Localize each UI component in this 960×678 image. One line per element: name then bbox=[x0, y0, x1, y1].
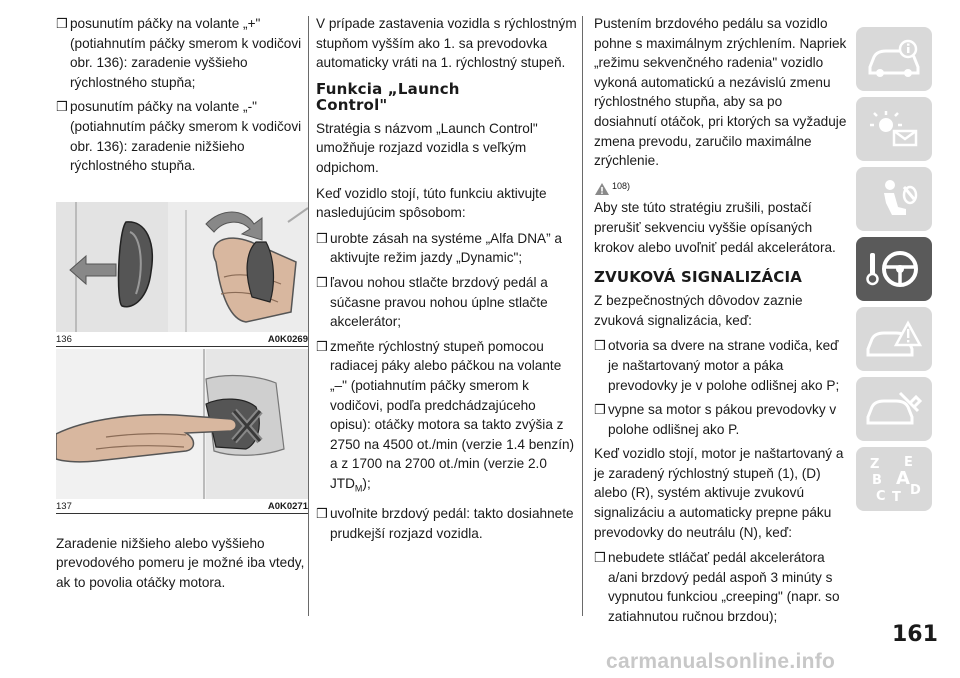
list-item: ❒ nebudete stláčať pedál akcelerátora a/ani brzdový pedál aspoň 3 minúty s vypnutou funkciou „creeping" (napr. so zatiahnutou ručnou brzdou); bbox=[594, 548, 848, 626]
list-item: ❒ zmeňte rýchlostný stupeň pomocou radiacej páky alebo páčkou na volante „–" (potiahnutím páčky smerom k vodičovi, podľa predchádzajúceho opisu): otáčky motora sa takto zvýšia z 2750 na 4500 ot./min (verzie 1.4 benzín) a z 1700 na 2700 ot./min (verzie 2.0 $JTD_M$); bbox=[316, 337, 578, 499]
checkbox-bullet-icon: ❒ bbox=[56, 99, 68, 115]
checkbox-bullet-icon: ❒ bbox=[594, 550, 606, 566]
tab-alphabetical-index[interactable] bbox=[856, 447, 932, 511]
column-divider bbox=[308, 16, 309, 616]
list-item: ❒ uvoľnite brzdový pedál: takto dosiahnete prudkejší rozjazd vozidla. bbox=[316, 504, 578, 543]
paragraph: Z bezpečnostných dôvodov zaznie zvuková signalizácia, keď: bbox=[594, 293, 803, 328]
index-letter: B bbox=[872, 473, 882, 488]
column-left bbox=[56, 14, 308, 599]
warning-reference: 108) bbox=[594, 177, 848, 197]
paragraph: Stratégia s názvom „Launch Control" umožňuje rozjazd vozidla s veľkým odpichom. bbox=[316, 120, 538, 175]
intro-paragraph: V prípade zastavenia vozidla s rýchlostným stupňom vyšším ako 1. sa prevodovka automaticky vráti na 1. rýchlostný stupeň. bbox=[316, 16, 577, 71]
watermark: carmanualsonline.info bbox=[606, 650, 836, 673]
car-breakdown-icon bbox=[864, 317, 924, 361]
figure-caption bbox=[56, 499, 308, 513]
list-item: ❒ vypne sa motor s pákou prevodovky v polohe odlišnej ako P. bbox=[594, 400, 848, 439]
checkbox-bullet-icon: ❒ bbox=[316, 230, 328, 246]
list-item: ❒ posunutím páčky na volante „+" (potiahnutím páčky smerom k vodičovi obr. 136): zaradenie vyššieho rýchlostného stupňa; bbox=[56, 14, 308, 92]
paragraph: Keď vozidlo stojí, motor je naštartovaný a je zaradený rýchlostný stupeň (1), (D) alebo (R), systém aktivuje zvukovú signalizáciu a automaticky prepne páku prevodovky do neutrálu (N), keď: bbox=[594, 446, 844, 540]
section-heading-launch-control: Funkcia „Launch Control" bbox=[316, 79, 460, 114]
paragraph: Pustením brzdového pedálu sa vozidlo pohne s maximálnym zrýchlením. Napriek „režimu sekvenčného radenia" vozidlo vykoná automatickú a nezávislú zmenu rýchlostného stupňa, aby sa po dosiahnutí otáčok, pri ktorých sa vyžaduje zmena prevodu, zaručilo maximálne zrýchlenie. bbox=[594, 16, 847, 169]
index-letter: A bbox=[896, 468, 910, 489]
warning-lights-icon bbox=[864, 107, 924, 151]
index-letter: E bbox=[904, 455, 913, 470]
section-heading-sound-signal: ZVUKOVÁ SIGNALIZÁCIA bbox=[594, 268, 803, 287]
warning-triangle-icon bbox=[594, 182, 610, 196]
checkbox-bullet-icon: ❒ bbox=[594, 402, 606, 418]
checkbox-bullet-icon: ❒ bbox=[316, 274, 328, 290]
steering-wheel-key-icon bbox=[864, 247, 924, 291]
column-middle bbox=[316, 14, 578, 548]
paragraph: Keď vozidlo stojí, túto funkciu aktivujte nasledujúcim spôsobom: bbox=[316, 185, 547, 221]
tab-starting-driving[interactable] bbox=[856, 237, 932, 301]
index-letter: T bbox=[892, 490, 901, 504]
list-item: ❒ otvoria sa dvere na strane vodiča, keď je naštartovaný motor a páka prevodovky je v polohe odlišnej ako P; bbox=[594, 336, 848, 395]
closing-paragraph: Zaradenie nižšieho alebo vyššieho prevodového pomeru je možné iba vtedy, ak to povolia otáčky motora. bbox=[56, 535, 305, 590]
figure-number: 136 bbox=[56, 333, 72, 345]
tab-car-info[interactable] bbox=[856, 27, 932, 91]
figure-number: 137 bbox=[56, 500, 72, 512]
tab-warning-lights[interactable] bbox=[856, 97, 932, 161]
alphabet-index-icon bbox=[864, 454, 924, 504]
paddle-press-illustration bbox=[56, 349, 308, 499]
figure-136 bbox=[56, 202, 308, 347]
list-item: ❒ posunutím páčky na volante „-" (potiahnutím páčky smerom k vodičovi obr. 136): zaradenie nižšieho rýchlostného stupňa. bbox=[56, 97, 308, 175]
paragraph: Aby ste túto stratégiu zrušili, postačí prerušiť sekvenciu vyššie opísaných krokov alebo uvoľniť pedál akcelerátora. bbox=[594, 200, 836, 255]
figure-caption bbox=[56, 332, 308, 346]
figure-code: A0K0269 bbox=[267, 333, 308, 345]
list-item: ❒ ľavou nohou stlačte brzdový pedál a súčasne pravou nohou úplne stlačte akcelerátor; bbox=[316, 273, 578, 332]
list-item: ❒ urobte zásah na systéme „Alfa DNA” a aktivujte režim jazdy „Dynamic"; bbox=[316, 229, 578, 268]
index-letter: Z bbox=[870, 457, 880, 472]
column-right bbox=[594, 14, 848, 632]
tab-maintenance[interactable] bbox=[856, 377, 932, 441]
car-info-icon bbox=[864, 37, 924, 81]
checkbox-bullet-icon: ❒ bbox=[56, 16, 68, 31]
column-divider bbox=[582, 16, 583, 616]
figure-code: A0K0271 bbox=[267, 500, 308, 512]
tab-airbag[interactable] bbox=[856, 167, 932, 231]
checkbox-bullet-icon: ❒ bbox=[316, 338, 328, 354]
checkbox-bullet-icon: ❒ bbox=[316, 506, 328, 522]
figure-137 bbox=[56, 349, 308, 514]
chapter-tabs bbox=[856, 27, 932, 517]
page-number: 161 bbox=[892, 622, 938, 647]
index-letter: D bbox=[910, 483, 921, 498]
airbag-icon bbox=[864, 177, 924, 221]
tools-wrench-icon bbox=[864, 387, 924, 431]
checkbox-bullet-icon: ❒ bbox=[594, 338, 606, 354]
paddle-shifter-illustration bbox=[56, 202, 308, 332]
tab-emergency[interactable] bbox=[856, 307, 932, 371]
index-letter: C bbox=[876, 489, 886, 504]
